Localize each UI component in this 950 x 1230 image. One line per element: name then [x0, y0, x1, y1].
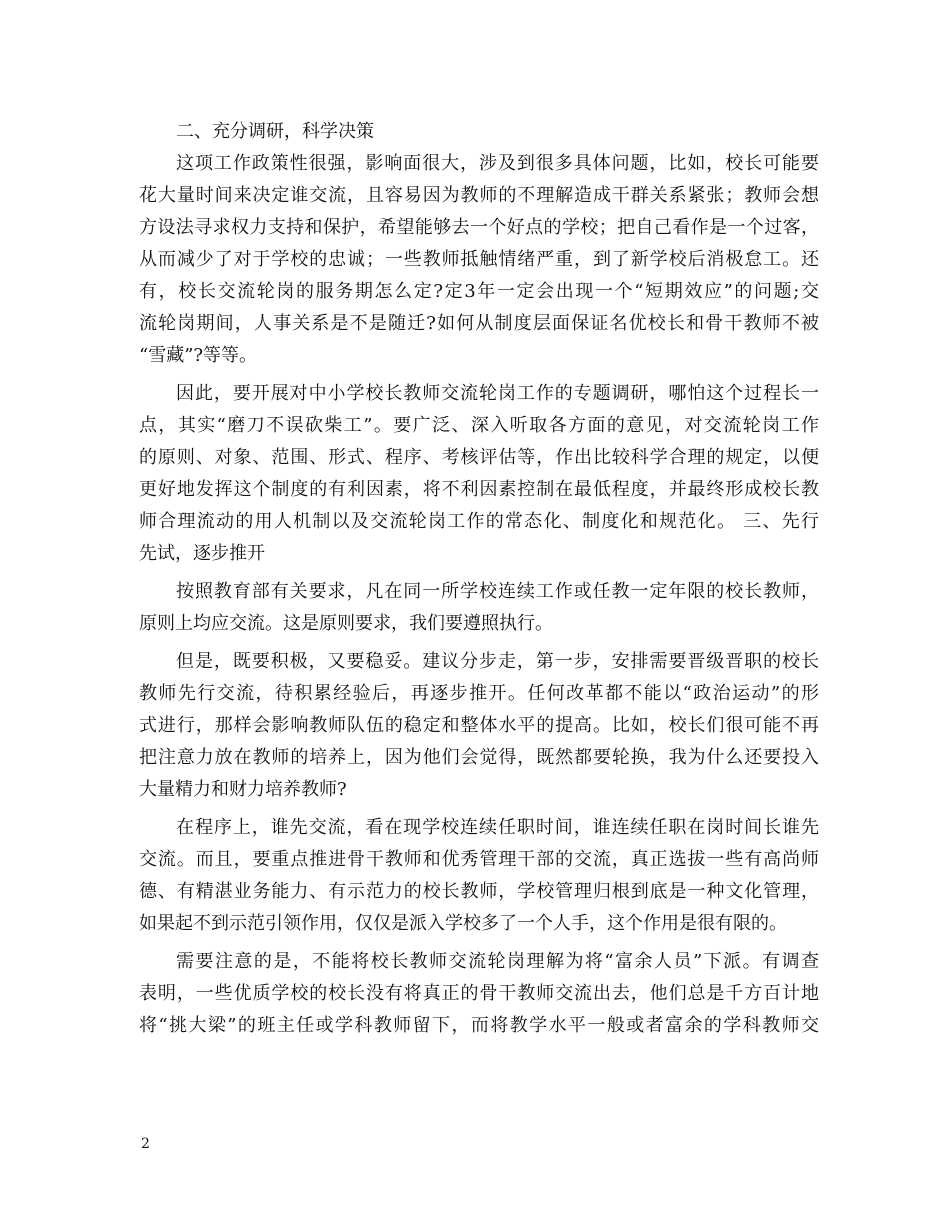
- paragraph-line: 流轮岗期间，人事关系是不是随迁?如何从制度层面保证名优校长和骨干教师不被: [139, 313, 819, 334]
- paragraph-line: 表明，一些优质学校的校长没有将真正的骨干教师交流出去，他们总是千方百计地: [139, 983, 819, 1004]
- paragraph-line: 点，其实“磨刀不误砍柴工”。要广泛、深入听取各方面的意见，对交流轮岗工作: [139, 415, 819, 436]
- paragraph-line: 有，校长交流轮岗的服务期怎么定?定3年一定会出现一个“短期效应”的问题;交: [139, 281, 819, 302]
- paragraph-line: 但是，既要积极，又要稳妥。建议分步走，第一步，安排需要晋级晋职的校长: [176, 651, 819, 672]
- paragraph-line: 原则上均应交流。这是原则要求，我们要遵照执行。: [139, 613, 553, 634]
- paragraph-line: 需要注意的是，不能将校长教师交流轮岗理解为将“富余人员”下派。有调查: [176, 951, 819, 972]
- paragraph-line: 在程序上，谁先交流，看在现学校连续任职时间，谁连续任职在岗时间长谁先: [176, 817, 819, 838]
- paragraph-line: 德、有精湛业务能力、有示范力的校长教师，学校管理归根到底是一种文化管理，: [139, 881, 819, 902]
- paragraph-line: 将“挑大梁”的班主任或学科教师留下，而将教学水平一般或者富余的学科教师交: [139, 1015, 819, 1036]
- paragraph-line: 大量精力和财力培养教师?: [139, 779, 347, 800]
- paragraph-line: 从而减少了对于学校的忠诚；一些教师抵触情绪严重，到了新学校后消极怠工。还: [139, 249, 819, 270]
- paragraph-line: 更好地发挥这个制度的有利因素，将不利因素控制在最低程度，并最终形成校长教: [139, 479, 819, 500]
- paragraph-line: 这项工作政策性很强，影响面很大，涉及到很多具体问题，比如，校长可能要: [176, 153, 819, 174]
- paragraph-line: 式进行，那样会影响教师队伍的稳定和整体水平的提高。比如，校长们很可能不再: [139, 715, 819, 736]
- paragraph-line: 因此，要开展对中小学校长教师交流轮岗工作的专题调研，哪怕这个过程长一: [176, 383, 819, 404]
- paragraph-line: “雪藏”?等等。: [139, 345, 258, 366]
- paragraph-line: 的原则、对象、范围、形式、程序、考核评估等，作出比较科学合理的规定，以便: [139, 447, 819, 468]
- section-heading: 二、充分调研，科学决策: [176, 121, 374, 142]
- paragraph-line: 如果起不到示范引领作用，仅仅是派入学校多了一个人手，这个作用是很有限的。: [139, 913, 787, 934]
- paragraph-line: 按照教育部有关要求，凡在同一所学校连续工作或任教一定年限的校长教师，: [176, 581, 819, 602]
- document-body: [139, 116, 819, 1042]
- paragraph-line: 教师先行交流，待积累经验后，再逐步推开。任何改革都不能以“政治运动”的形: [139, 683, 819, 704]
- paragraph-line: 师合理流动的用人机制以及交流轮岗工作的常态化、制度化和规范化。 三、先行: [139, 511, 819, 532]
- paragraph-line: 方设法寻求权力支持和保护，希望能够去一个好点的学校；把自己看作是一个过客，: [139, 217, 819, 238]
- section-heading: 先试，逐步推开: [139, 543, 265, 564]
- paragraph-line: 花大量时间来决定谁交流，且容易因为教师的不理解造成干群关系紧张；教师会想: [139, 185, 819, 206]
- paragraph-line: 交流。而且，要重点推进骨干教师和优秀管理干部的交流，真正选拔一些有高尚师: [139, 849, 819, 870]
- paragraph-line: 把注意力放在教师的培养上，因为他们会觉得，既然都要轮换，我为什么还要投入: [139, 747, 819, 768]
- page-number: 2: [141, 1136, 150, 1152]
